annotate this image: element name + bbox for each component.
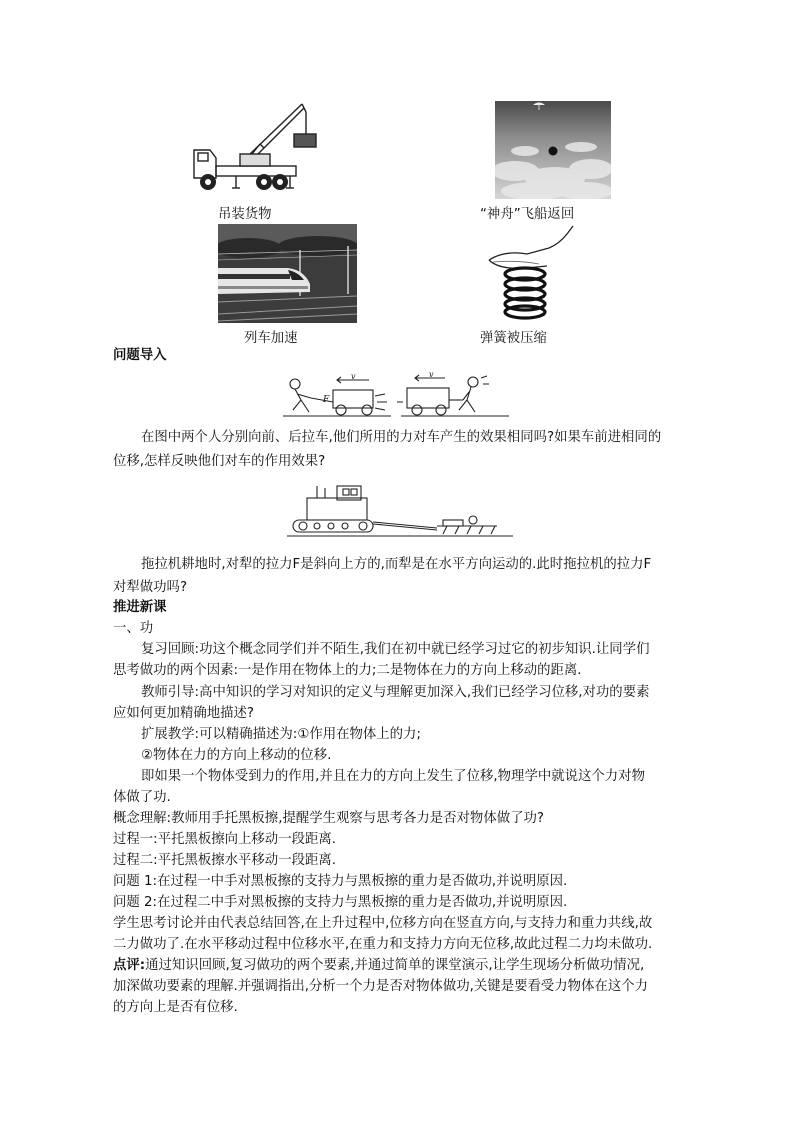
shenzhou-image	[495, 101, 611, 199]
paragraph-review-line2: 思考做功的两个因素:一是作用在物体上的力;二是物体在力的方向上移动的距离.	[113, 663, 582, 678]
crane-truck-image	[190, 98, 320, 194]
section-heading-part1: 一、功	[113, 621, 154, 636]
paragraph-question2: 问题 2:在过程二中手对黑板擦的支持力与黑板擦的重力是否做功,并说明原因.	[113, 895, 568, 910]
paragraph-review-line1: 复习回顾:功这个概念同学们并不陌生,我们在初中就已经学习过它的初步知识.让同学们	[141, 642, 650, 657]
paragraph-expand-line2: ②物体在力的方向上移动的位移.	[141, 748, 332, 763]
caption-crane: 吊装货物	[218, 207, 272, 222]
paragraph-concept: 概念理解:教师用手托黑板擦,提醒学生观察与思考各力是否对物体做了功?	[113, 811, 544, 826]
section-heading-intro: 问题导入	[113, 348, 167, 363]
spring-image	[487, 224, 577, 323]
paragraph-comment-line2: 加深做功要素的理解.并强调指出,分析一个力是否对物体做功,关键是要看受力物体在这个力	[113, 979, 649, 994]
paragraph-process1: 过程一:平托黑板擦向上移动一段距离.	[113, 832, 337, 847]
paragraph-discussion-line2: 二力做功了.在水平移动过程中位移水平,在重力和支持力方向无位移,故此过程二力均未做功.	[113, 937, 653, 952]
paragraph-definition-line2: 体做了功.	[113, 790, 171, 805]
paragraph-discussion-line1: 学生思考讨论并由代表总结回答,在上升过程中,位移方向在竖直方向,与支持力和重力共线,故	[113, 916, 653, 931]
paragraph-question1: 问题 1:在过程一中手对黑板擦的支持力与黑板擦的重力是否做功,并说明原因.	[113, 874, 568, 889]
cart-pull-figure	[283, 372, 509, 424]
paragraph-guide-line1: 教师引导:高中知识的学习对知识的定义与理解更加深入,我们已经学习位移,对功的要素	[141, 685, 650, 700]
label-velocity-left: v	[351, 372, 356, 381]
paragraph-comment-line3: 的方向上是否有位移.	[113, 1000, 238, 1015]
paragraph-expand-line1: 扩展教学:可以精确描述为:①作用在物体上的力;	[141, 727, 421, 742]
paragraph-definition-line1: 即如果一个物体受到力的作用,并且在力的方向上发生了位移,物理学中就说这个力对物	[141, 769, 645, 784]
paragraph-cart-line2: 位移,怎样反映他们对车的作用效果?	[113, 454, 326, 469]
paragraph-guide-line2: 应如何更加精确地描述?	[113, 706, 255, 721]
paragraph-tractor-line2: 对犁做功吗?	[113, 580, 188, 595]
caption-spring: 弹簧被压缩	[480, 331, 547, 346]
paragraph-comment-line1	[113, 956, 644, 976]
section-heading-new-lesson: 推进新课	[113, 600, 167, 615]
train-image	[218, 224, 357, 323]
label-velocity-right: v	[429, 372, 434, 379]
paragraph-tractor-line1: 拖拉机耕地时,对犁的拉力F是斜向上方的,而犁是在水平方向运动的.此时拖拉机的拉力F	[141, 557, 652, 572]
label-force-left: F	[323, 395, 330, 405]
paragraph-cart-line1: 在图中两个人分别向前、后拉车,他们所用的力对车产生的效果相同吗?如果车前进相同的	[141, 430, 662, 445]
paragraph-process2: 过程二:平托黑板擦水平移动一段距离.	[113, 853, 337, 868]
comment-label: 点评:	[113, 958, 146, 973]
tractor-plow-figure	[287, 478, 513, 540]
caption-train: 列车加速	[244, 331, 298, 346]
comment-text: 通过知识回顾,复习做功的两个要素,并通过简单的课堂演示,让学生现场分析做功情况,	[145, 958, 645, 973]
caption-shenzhou: “神舟”飞船返回	[480, 207, 575, 222]
